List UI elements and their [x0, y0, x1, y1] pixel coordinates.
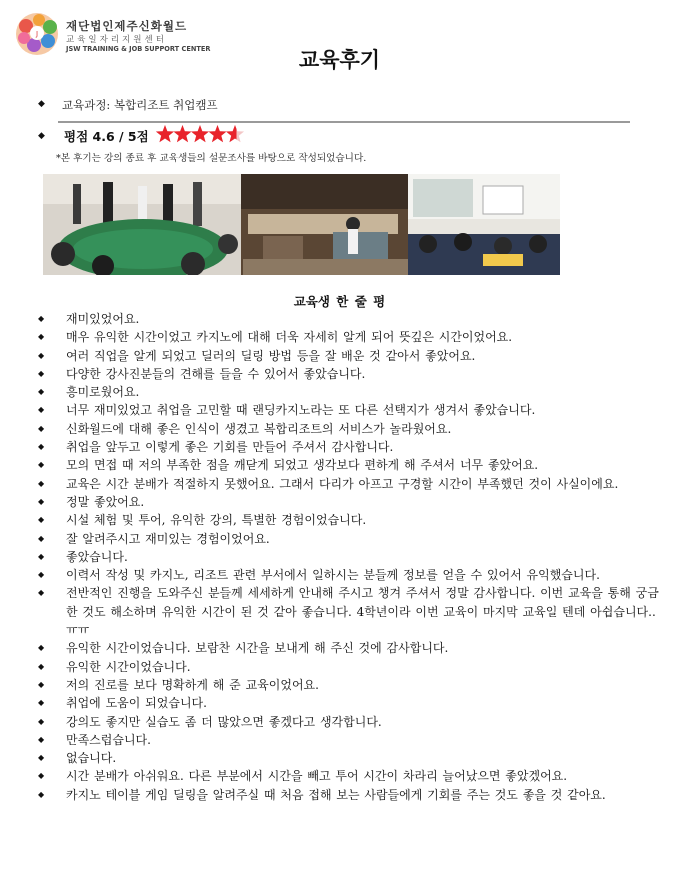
org-name-korean: 재단법인제주신화월드 [66, 19, 188, 33]
org-name-english: JSW TRAINING & JOB SUPPORT CENTER [66, 45, 211, 53]
review-text: 여러 직업을 알게 되었고 딜러의 딜링 방법 등을 잘 배운 것 같아서 좋았어요. [66, 348, 476, 363]
rating-stars [156, 124, 246, 148]
review-text: 전반적인 진행을 도와주신 분들께 세세하게 안내해 주시고 챙겨 주셔서 정말 감사합니다. 이번 교육을 통해 궁금한 것도 해소하며 유익한 시간이 된 것 같아 좋습니다. 4학년이라 이번 교육이 마지막 교육일 텐데 아쉽습니다..ㅠㅠ [66, 586, 659, 638]
star-icon [173, 125, 191, 142]
review-text: 강의도 좋지만 실습도 좀 더 많았으면 좋겠다고 생각합니다. [66, 714, 382, 729]
review-item [38, 749, 660, 767]
page-title: 교육후기 [298, 48, 381, 72]
review-text: 너무 재미있었고 취업을 고민할 때 랜딩카지노라는 또 다른 선택지가 생겨서 좋았습니다. [66, 403, 536, 418]
review-item [38, 639, 660, 657]
org-subtitle-korean: 교육일자리지원센터 [66, 35, 167, 45]
course-name: 교육과정: 복합리조트 취업캠프 [62, 98, 218, 112]
review-text: 매우 유익한 시간이었고 카지노에 대해 더욱 자세히 알게 되어 뜻깊은 시간이었어요. [66, 330, 513, 345]
bullet-icon: ◆ [38, 350, 45, 360]
bullet-icon: ◆ [38, 460, 45, 470]
review-item [38, 511, 660, 529]
review-text: 시간 분배가 아쉬워요. 다른 부분에서 시간을 빼고 투어 시간이 차라리 늘어났으면 좋았겠어요. [66, 769, 568, 784]
review-item [38, 438, 660, 456]
review-item [38, 310, 660, 328]
bullet-icon: ◆ [38, 753, 45, 763]
photo-casino-table [43, 174, 241, 275]
review-text: 잘 알려주시고 재미있는 경험이었어요. [66, 531, 270, 546]
bullet-icon: ◆ [38, 405, 45, 415]
review-item [38, 713, 660, 731]
review-item [38, 365, 660, 383]
review-item [38, 383, 660, 401]
bullet-icon: ◆ [38, 789, 45, 799]
bullet-icon: ◆ [38, 533, 45, 543]
survey-note: *본 후기는 강의 종료 후 교육생들의 설문조사를 바탕으로 작성되었습니다. [56, 153, 367, 164]
review-item [38, 694, 660, 712]
bullet-icon: ◆ [38, 588, 45, 598]
review-item [38, 401, 660, 419]
review-item [38, 347, 660, 365]
bullet-icon: ◆ [38, 99, 45, 109]
bullet-icon: ◆ [38, 716, 45, 726]
bullet-icon: ◆ [38, 771, 45, 781]
review-item [38, 548, 660, 566]
review-text: 저의 진로를 보다 명확하게 해 준 교육이었어요. [66, 677, 319, 692]
star-icon [208, 125, 226, 142]
review-text: 모의 면접 때 저의 부족한 점을 깨닫게 되었고 생각보다 편하게 해 주셔서 너무 좋았어요. [66, 458, 539, 473]
bullet-icon: ◆ [38, 314, 45, 323]
review-item [38, 420, 660, 438]
review-text: 신화월드에 대해 좋은 인식이 생겼고 복합리조트의 서비스가 놀라웠어요. [66, 421, 452, 436]
bullet-icon: ◆ [38, 734, 45, 744]
review-item [38, 475, 660, 493]
bullet-icon: ◆ [38, 496, 45, 506]
review-item [38, 566, 660, 584]
bullet-icon: ◆ [38, 478, 45, 488]
review-text: 유익한 시간이었습니다. 보람찬 시간을 보내게 해 주신 것에 감사합니다. [66, 641, 449, 656]
photo-lecture-room [408, 174, 560, 275]
review-item [38, 767, 660, 785]
review-text: 취업을 앞두고 이렇게 좋은 기회를 만들어 주셔서 감사합니다. [66, 440, 394, 455]
star-icon [191, 125, 209, 142]
bullet-icon: ◆ [38, 332, 45, 342]
bullet-icon: ◆ [38, 661, 45, 671]
bullet-icon: ◆ [38, 515, 45, 525]
photo-strip [43, 174, 560, 275]
photo-resort-dining [241, 174, 408, 275]
review-text: 시설 체험 및 투어, 유익한 강의, 특별한 경험이었습니다. [66, 513, 367, 528]
bullet-icon: ◆ [38, 698, 45, 708]
review-item [38, 584, 660, 639]
review-text: 취업에 도움이 되었습니다. [66, 696, 207, 711]
bullet-icon: ◆ [38, 131, 45, 141]
review-item [38, 786, 660, 804]
review-text: 카지노 테이블 게임 딜링을 알려주실 때 처음 접해 보는 사람들에게 기회를 주는 것도 좋을 것 같아요. [66, 787, 606, 802]
bullet-icon: ◆ [38, 368, 45, 378]
review-text: 유익한 시간이었습니다. [66, 659, 191, 674]
bullet-icon: ◆ [38, 387, 45, 397]
review-item [38, 493, 660, 511]
review-text: 없습니다. [66, 751, 117, 766]
bullet-icon: ◆ [38, 551, 45, 561]
divider [58, 121, 630, 123]
bullet-icon: ◆ [38, 442, 45, 452]
review-text: 정말 좋았어요. [66, 494, 145, 509]
review-text: 재미있었어요. [66, 312, 140, 326]
review-item [38, 731, 660, 749]
review-text: 좋았습니다. [66, 549, 128, 564]
review-text: 이력서 작성 및 카지노, 리조트 관련 부서에서 일하시는 분들께 정보를 얻을 수 있어서 유익했습니다. [66, 568, 600, 583]
review-text: 만족스럽습니다. [66, 732, 151, 747]
review-item [38, 530, 660, 548]
review-item [38, 328, 660, 346]
review-text: 흥미로웠어요. [66, 385, 140, 400]
bullet-icon: ◆ [38, 570, 45, 580]
review-text: 다양한 강사진분들의 견해를 들을 수 있어서 좋았습니다. [66, 366, 366, 381]
review-list [38, 310, 660, 804]
reviews-title: 교육생 한 줄 평 [293, 294, 386, 309]
rating-label: 평점 4.6 / 5점 [64, 129, 149, 144]
bullet-icon: ◆ [38, 423, 45, 433]
bullet-icon: ◆ [38, 643, 45, 653]
bullet-icon: ◆ [38, 679, 45, 689]
svg-text:J: J [35, 30, 39, 38]
star-icon [156, 125, 174, 142]
review-item [38, 676, 660, 694]
review-text: 교육은 시간 분배가 적절하지 못했어요. 그래서 다리가 아프고 구경할 시간이 부족했던 것이 사실이에요. [66, 476, 619, 491]
review-item [38, 456, 660, 474]
review-item [38, 658, 660, 676]
